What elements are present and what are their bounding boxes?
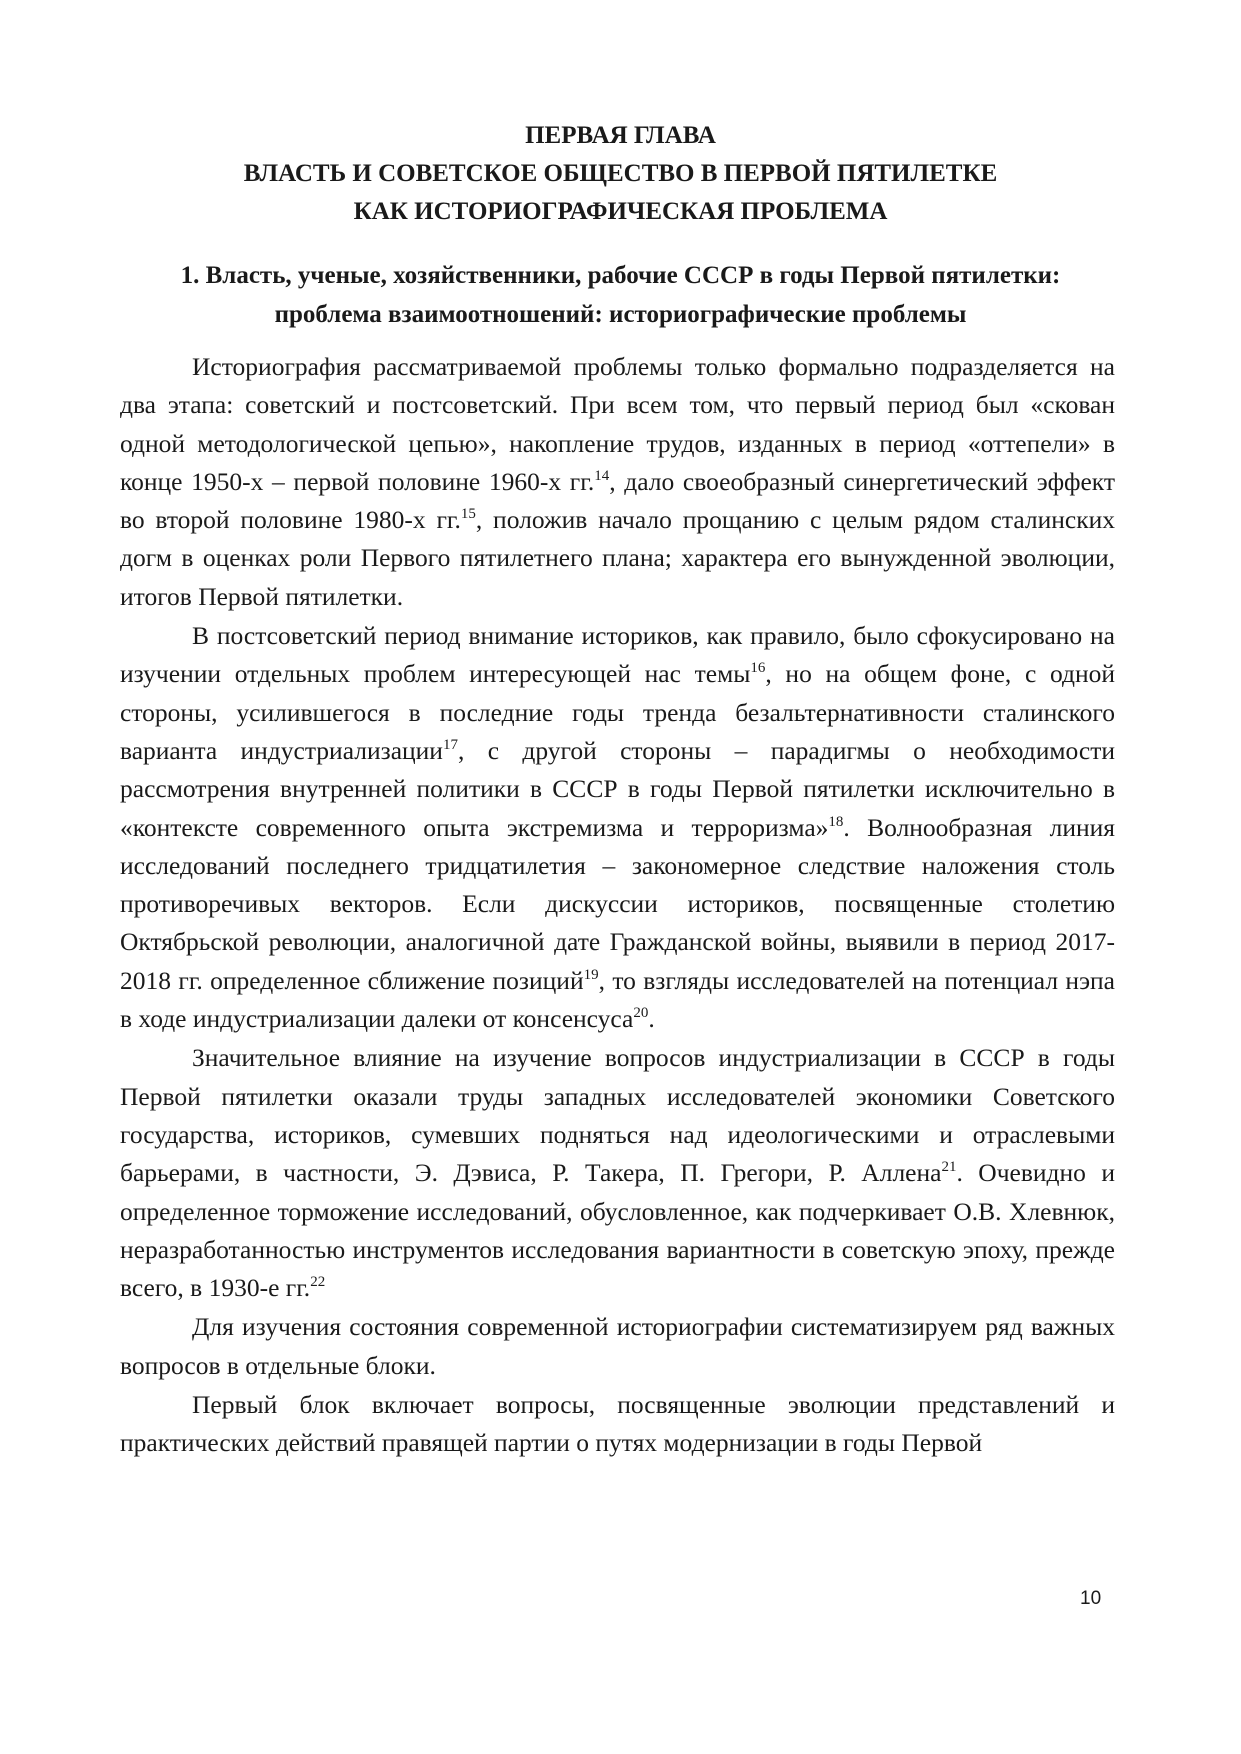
footnote-ref-19[interactable]: 19 (583, 966, 599, 983)
paragraph-text: Для изучения состояния современной историографии систематизируем ряд важных вопросов в отдельные блоки. (120, 1312, 1115, 1380)
paragraph-1 (120, 348, 1115, 616)
footnote-ref-20[interactable]: 20 (633, 1005, 649, 1022)
paragraph-text: В постсоветский период внимание историков, как правило, было сфокусировано на изучении отдельных проблем интересующей нас темы (120, 621, 1115, 689)
paragraph-text: , положив начало прощанию с целым рядом сталинских догм в оценках роли Первого пятилетнего плана; характера его вынужденной эволюции, итогов Первой пятилетки. (120, 505, 1115, 611)
chapter-title-line-2: КАК ИСТОРИОГРАФИЧЕСКАЯ ПРОБЛЕМА (353, 198, 888, 225)
paragraph-3 (120, 1039, 1115, 1307)
paragraph-text: Историография рассматриваемой проблемы только формально подразделяется на два этапа: советский и постсоветский. При всем том, что первый период был «скован одной методологической цепью», накопление трудов, изданных в период «оттепели» в конце 1950-х – первой половине 1960-х гг. (120, 352, 1115, 496)
footnote-ref-14[interactable]: 14 (594, 467, 610, 484)
paragraph-text: , с другой стороны – парадигмы о необходимости рассмотрения внутренней политики в СССР в годы Первой пятилетки исключительно в «контексте современного опыта экстремизма и терроризма» (120, 735, 1115, 842)
paragraph-text: . Очевидно и определенное торможение исследований, обусловленное, как подчеркивает О.В. Хлевнюк, неразработанностью инструментов исследования вариантности в советскую эпоху, прежде всего, в 1930-е гг. (120, 1158, 1115, 1303)
chapter-title-line-1: ВЛАСТЬ И СОВЕТСКОЕ ОБЩЕСТВО В ПЕРВОЙ ПЯТИЛЕТКЕ (243, 160, 998, 187)
footnote-ref-16[interactable]: 16 (750, 660, 766, 677)
footnote-ref-22[interactable]: 22 (310, 1274, 326, 1291)
page-number: 10 (1080, 1588, 1102, 1609)
section-title: 1. Власть, ученые, хозяйственники, рабочие СССР в годы Первой пятилетки: проблема взаимоотношений: историографические проблемы (180, 262, 1061, 328)
chapter-heading (150, 117, 1091, 231)
footnote-ref-18[interactable]: 18 (828, 813, 844, 830)
paragraph-text: . (648, 1004, 655, 1034)
paragraph-text: . Волнообразная линия исследований последнего тридцатилетия – закономерное следствие наложения столь противоречивых векторов. Если дискуссии историков, посвященные столетию Октябрьской революции, аналогичной дате Гражданской войны, выявили в период 2017-2018 гг. определенное сближение позиций (120, 812, 1115, 995)
footnote-ref-21[interactable]: 21 (941, 1159, 957, 1176)
footnote-ref-17[interactable]: 17 (442, 736, 458, 753)
paragraph-text: Значительное влияние на изучение вопросов индустриализации в СССР в годы Первой пятилетки оказали труды западных исследователей экономики Советского государства, историков, сумевших подняться над идеологическими и отраслевыми барьерами, в частности, Э. Дэвиса, Р. Такера, П. Грегори, Р. Аллена (120, 1043, 1115, 1188)
footnote-ref-15[interactable]: 15 (460, 506, 476, 523)
paragraph-4 (120, 1308, 1115, 1385)
chapter-number: ПЕРВАЯ ГЛАВА (525, 122, 716, 149)
paragraph-text: , но на общем фоне, с одной стороны, усилившегося в последние годы тренда безальтернативности сталинского варианта индустриализации (120, 659, 1116, 765)
body-text (120, 348, 1115, 1464)
paragraph-text: , дало своеобразный синергетический эффект во второй половине 1980-х гг. (120, 466, 1115, 535)
paragraph-5 (120, 1386, 1115, 1463)
paragraph-text: Первый блок включает вопросы, посвященные эволюции представлений и практических действий правящей партии о путях модернизации в годы Первой (120, 1390, 1115, 1458)
paragraph-text: , то взгляды исследователей на потенциал нэпа в ходе индустриализации далеки от консенсуса (120, 965, 1115, 1034)
paragraph-2 (120, 617, 1115, 1038)
